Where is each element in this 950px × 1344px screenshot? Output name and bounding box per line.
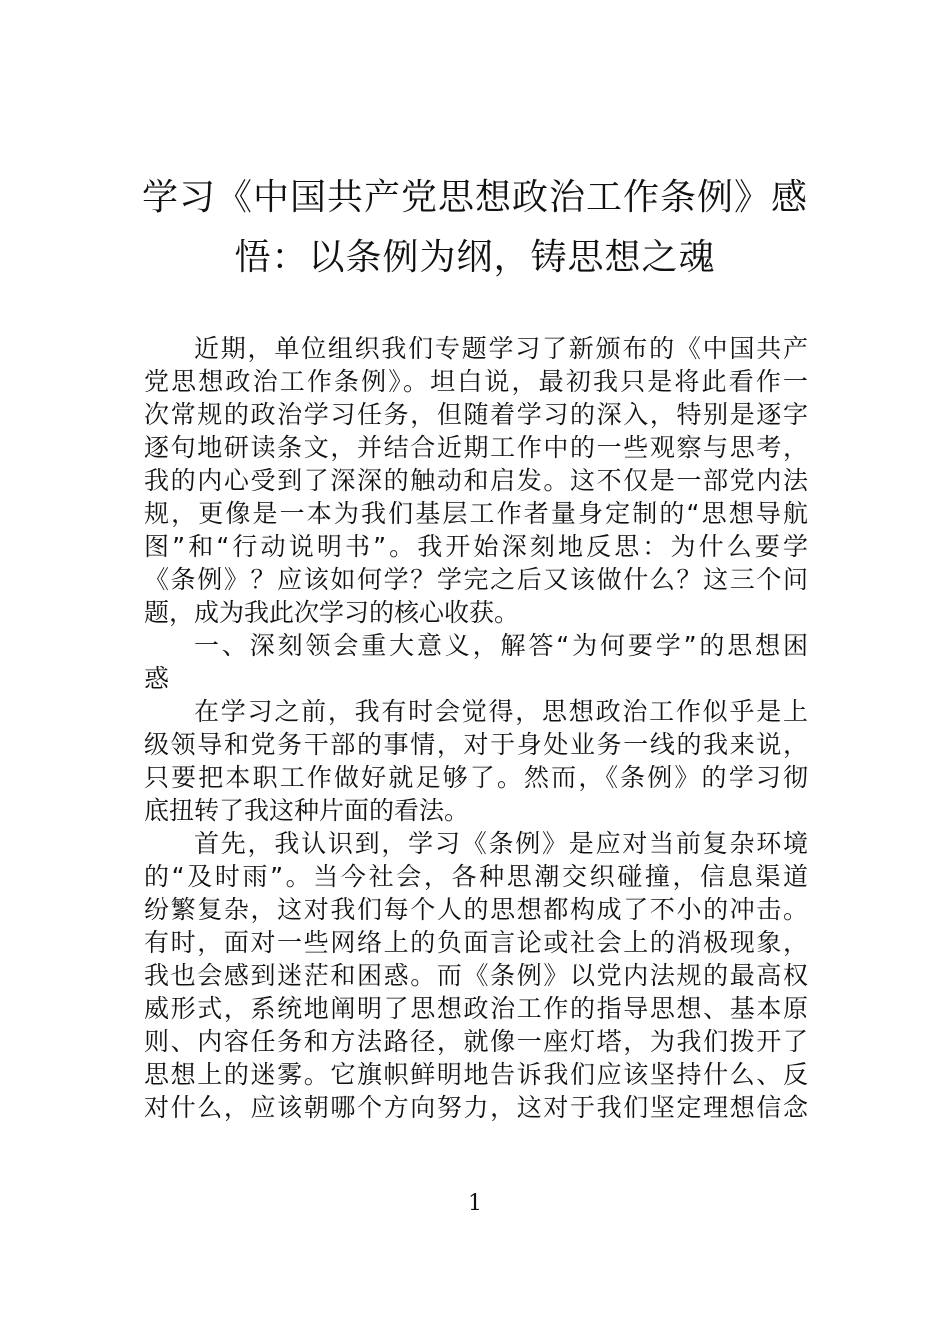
page-number: 1 [468, 1191, 482, 1216]
text-line: 则、内容任务和方法路径，就像一座灯塔，为我们拨开了 [144, 1027, 808, 1056]
text-line: 威形式，系统地阐明了思想政治工作的指导思想、基本原 [144, 994, 808, 1023]
title-line-2: 悟：以条例为纲，铸思想之魂 [234, 237, 716, 278]
text-line: 近期，单位组织我们专题学习了新颁布的《中国共产 [194, 334, 808, 363]
text-line: 党思想政治工作条例》。坦白说，最初我只是将此看作一 [144, 367, 808, 396]
text-line: 的“及时雨”。当今社会，各种思潮交织碰撞，信息渠道 [144, 862, 808, 891]
title-line-1: 学习《中国共产党思想政治工作条例》感 [141, 177, 808, 218]
text-line: 纷繁复杂，这对我们每个人的思想都构成了不小的冲击。 [144, 895, 808, 924]
text-line: 对什么，应该朝哪个方向努力，这对于我们坚定理想信念 [144, 1093, 808, 1122]
text-line: 只要把本职工作做好就足够了。然而，《条例》的学习彻 [144, 763, 808, 792]
document-title [140, 168, 810, 288]
text-line: 在学习之前，我有时会觉得，思想政治工作似乎是上 [194, 697, 808, 726]
text-line: 《条例》？应该如何学？学完之后又该做什么？这三个问 [144, 565, 808, 594]
text-line: 图”和“行动说明书”。我开始深刻地反思：为什么要学 [144, 532, 808, 561]
text-line: 我也会感到迷茫和困惑。而《条例》以党内法规的最高权 [144, 961, 808, 990]
text-line: 次常规的政治学习任务，但随着学习的深入，特别是逐字 [144, 400, 808, 429]
text-line: 规，更像是一本为我们基层工作者量身定制的“思想导航 [144, 499, 808, 528]
text-line: 我的内心受到了深深的触动和启发。这不仅是一部党内法 [144, 466, 808, 495]
text-line: 级领导和党务干部的事情，对于身处业务一线的我来说， [144, 730, 808, 759]
text-line: 首先，我认识到，学习《条例》是应对当前复杂环境 [194, 829, 808, 858]
text-line: 惑 [144, 664, 170, 693]
text-line: 逐句地研读条文，并结合近期工作中的一些观察与思考， [144, 433, 808, 462]
body-text [144, 332, 808, 1124]
text-line: 思想上的迷雾。它旗帜鲜明地告诉我们应该坚持什么、反 [144, 1060, 808, 1089]
text-line: 题，成为我此次学习的核心收获。 [144, 598, 520, 627]
text-line: 一、深刻领会重大意义，解答“为何要学”的思想困 [194, 631, 808, 660]
text-line: 底扭转了我这种片面的看法。 [144, 796, 470, 825]
text-line: 有时，面对一些网络上的负面言论或社会上的消极现象， [144, 928, 808, 957]
